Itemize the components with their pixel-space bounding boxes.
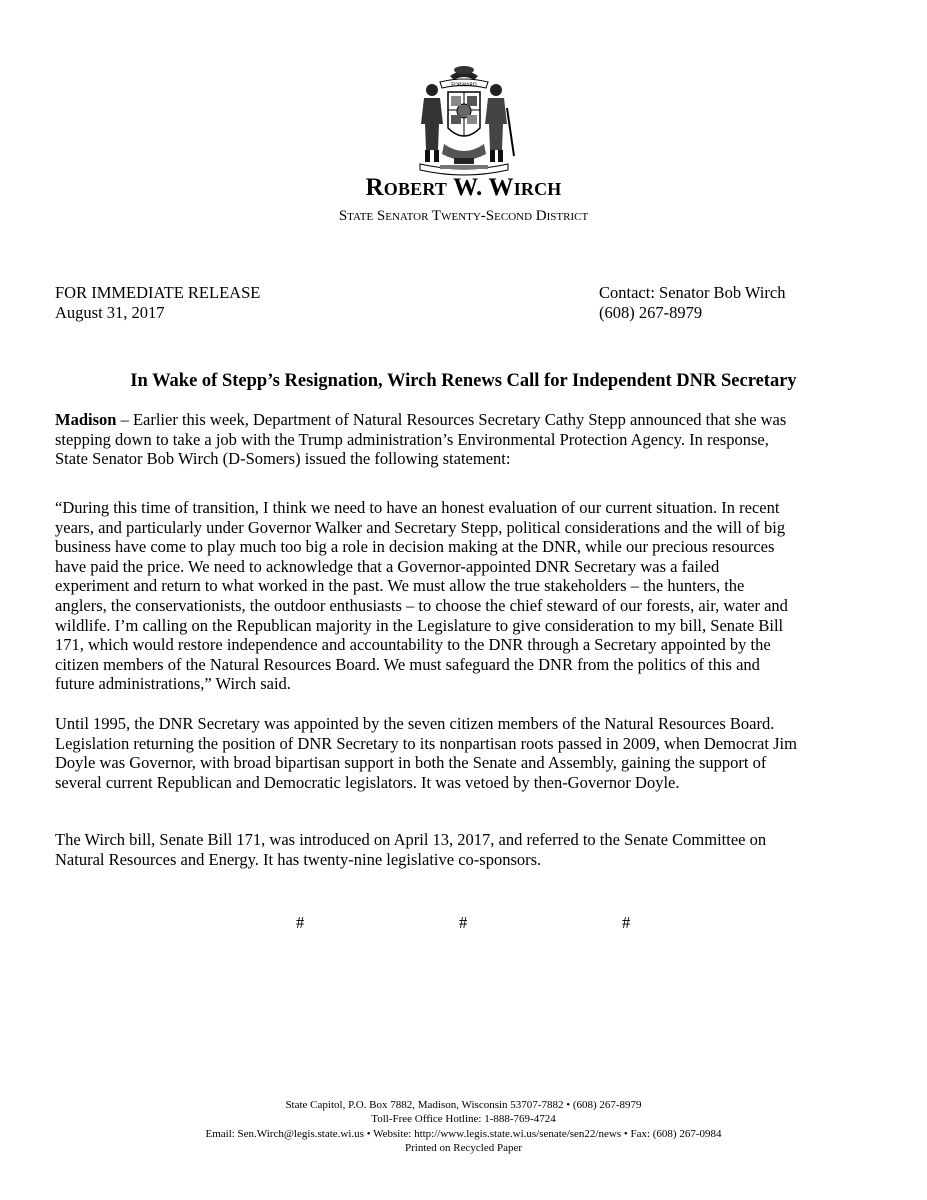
paragraph-intro [55,410,875,469]
contact-phone: (608) 267-8979 [599,303,703,322]
paragraph-line: 171, which would restore independence and accountability to the DNR through a Secretary appointed by the [55,635,771,655]
paragraph-line: years, and particularly under Governor Walker and Secretary Stepp, political considerations and the will of big [55,517,786,537]
end-mark: # [622,913,631,932]
release-info [55,283,260,323]
paragraph-line: The Wirch bill, Senate Bill 171, was introduced on April 13, 2017, and referred to the Senate Committee on [55,830,767,849]
footer-recycled: Printed on Recycled Paper [405,1141,522,1154]
paragraph-bill [55,830,875,869]
paragraph-line: future administrations,” Wirch said. [55,674,291,694]
paragraph-line: Doyle was Governor, with broad bipartisan support in both the Senate and Assembly, gaining the support of [55,753,767,773]
paragraph-history [55,714,875,792]
seal-motto: FORWARD [451,82,477,89]
paragraph-line: business have come to play much too big a role in decision making at the DNR, while our precious resources [55,537,775,557]
contact-label: Contact: Senator Bob Wirch [599,283,786,302]
paragraph-line: Until 1995, the DNR Secretary was appointed by the seven citizen members of the Natural Resources Board. [55,714,775,733]
release-label: FOR IMMEDIATE RELEASE [55,283,261,302]
contact-info [599,283,785,323]
paragraph-line: State Senator Bob Wirch (D-Somers) issued the following statement: [55,449,511,469]
paragraph-line [55,410,875,430]
paragraph-line: anglers, the conservationists, the outdoor enthusiasts – to choose the chief steward of our forests, air, water and [55,595,788,615]
paragraph-line-text: – Earlier this week, Department of Natural Resources Secretary Cathy Stepp announced that she was [116,410,787,429]
paragraph-line: Legislation returning the position of DNR Secretary to its nonpartisan roots passed in 2009, when Democrat Jim [55,733,797,753]
release-date: August 31, 2017 [55,303,165,322]
end-mark: # [459,913,468,932]
paragraph-line: citizen members of the Natural Resources Board. We must safeguard the DNR from the politics of this and [55,654,760,674]
footer-hotline: Toll-Free Office Hotline: 1-888-769-4724 [371,1113,556,1126]
footer [0,1098,927,1155]
paragraph-line: experiment and return to what worked in the past. We must allow the true stakeholders – the hunters, the [55,576,745,596]
footer-web: Email: Sen.Wirch@legis.state.wi.us • Website: http://www.legis.state.wi.us/senate/sen22/news • Fax: (608) 267-0984 [205,1127,722,1140]
headline: In Wake of Stepp’s Resignation, Wirch Renews Call for Independent DNR Secretary [130,371,797,391]
senator-name: Robert W. Wirch [365,174,562,201]
paragraph-line: stepping down to take a job with the Trump administration’s Environmental Protection Agency. In response, [55,429,769,449]
paragraph-line: several current Republican and Democratic legislators. It was vetoed by then-Governor Doyle. [55,772,680,792]
paragraph-line: Natural Resources and Energy. It has twenty-nine legislative co-sponsors. [55,849,542,869]
senator-title: State Senator Twenty-Second District [338,208,589,224]
paragraph-line: wildlife. I’m calling on the Republican majority in the Legislature to give consideration to my bill, Senate Bill [55,615,784,635]
end-mark: # [296,913,305,932]
paragraph-line: “During this time of transition, I think we need to have an honest evaluation of our current situation. In recent [55,498,780,517]
wisconsin-seal-icon [410,58,518,180]
footer-address: State Capitol, P.O. Box 7882, Madison, Wisconsin 53707-7882 • (608) 267-8979 [285,1099,642,1111]
dateline: Madison [55,410,117,429]
paragraph-line: have paid the price. We need to acknowledge that a Governor-appointed DNR Secretary was a failed [55,556,720,576]
paragraph-statement [55,498,875,694]
